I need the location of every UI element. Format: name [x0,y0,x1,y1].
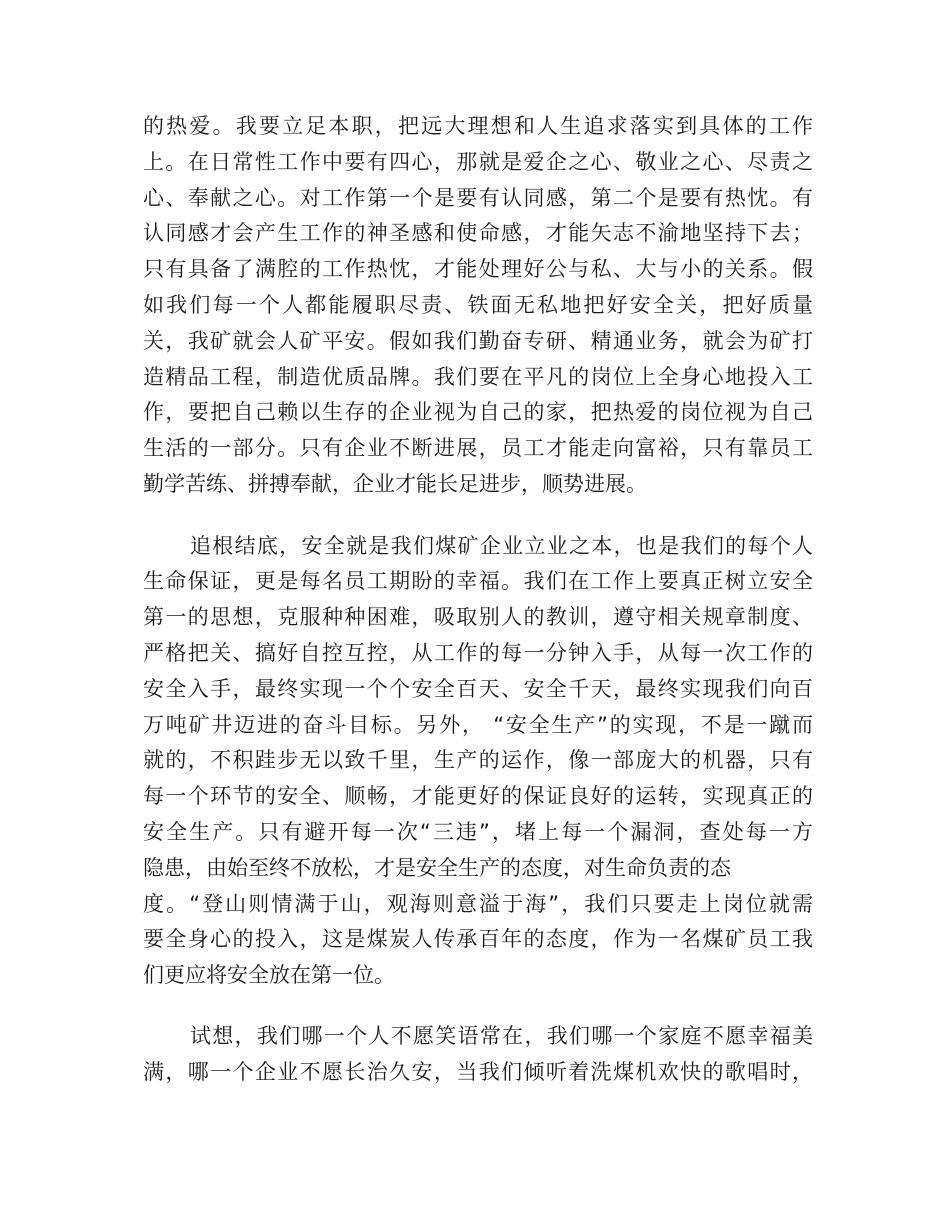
text-line: 要全身心的投入，这是煤炭人传承百年的态度，作为一名煤矿员工我 [143,927,813,951]
text-line: 万吨矿井迈进的奋斗目标。另外， “安全生产”的实现，不是一蹴而 [143,713,813,737]
text-line: 作，要把自己赖以生存的企业视为自己的家，把热爱的岗位视为自己 [143,400,813,424]
text-line: 如我们每一个人都能履职尽责、铁面无私地把好安全关，把好质量 [143,293,813,317]
text-line: 们更应将安全放在第一位。 [143,963,395,987]
text-line: 隐患，由始至终不放松，才是安全生产的态度，对生命负责的态 [143,856,731,880]
text-line: 心、奉献之心。对工作第一个是要有认同感，第二个是要有热忱。有 [143,186,813,210]
text-line: 的热爱。我要立足本职，把远大理想和人生追求落实到具体的工作 [143,114,813,138]
text-line: 生活的一部分。只有企业不断进展，员工才能走向富裕，只有靠员工 [143,436,813,460]
text-line: 满，哪一个企业不愿长治久安，当我们倾听着洗煤机欢快的歌唱时， [143,1060,813,1084]
text-line: 生命保证，更是每名员工期盼的幸福。我们在工作上要真正树立安全 [143,569,813,593]
text-line: 严格把关、搞好自控互控，从工作的每一分钟入手，从每一次工作的 [143,641,813,665]
text-line: 追根结底，安全就是我们煤矿企业立业之本，也是我们的每个人 [190,534,813,558]
text-line: 安全生产。只有避开每一次“三违”，堵上每一个漏洞，查处每一方 [143,820,813,844]
text-line: 只有具备了满腔的工作热忱，才能处理好公与私、大与小的关系。假 [143,257,813,281]
text-line: 勤学苦练、拼搏奉献，企业才能长足进步，顺势进展。 [143,472,647,496]
text-line: 第一的思想，克服种种困难，吸取别人的教训，遵守相关规章制度、 [143,605,813,629]
text-line: 度。“登山则情满于山，观海则意溢于海”，我们只要走上岗位就需 [143,892,813,916]
text-line: 造精品工程，制造优质品牌。我们要在平凡的岗位上全身心地投入工 [143,365,813,389]
text-line: 试想，我们哪一个人不愿笑语常在，我们哪一个家庭不愿幸福美 [190,1024,813,1048]
text-line: 安全入手，最终实现一个个安全百天、安全千天，最终实现我们向百 [143,677,813,701]
text-line: 每一个环节的安全、顺畅，才能更好的保证良好的运转，实现真正的 [143,784,813,808]
text-line: 关，我矿就会人矿平安。假如我们勤奋专研、精通业务，就会为矿打 [143,329,813,353]
text-line: 上。在日常性工作中要有四心，那就是爱企之心、敬业之心、尽责之 [143,150,813,174]
text-line: 就的，不积跬步无以致千里，生产的运作，像一部庞大的机器，只有 [143,748,813,772]
text-line: 认同感才会产生工作的神圣感和使命感，才能矢志不渝地坚持下去； [143,221,813,245]
